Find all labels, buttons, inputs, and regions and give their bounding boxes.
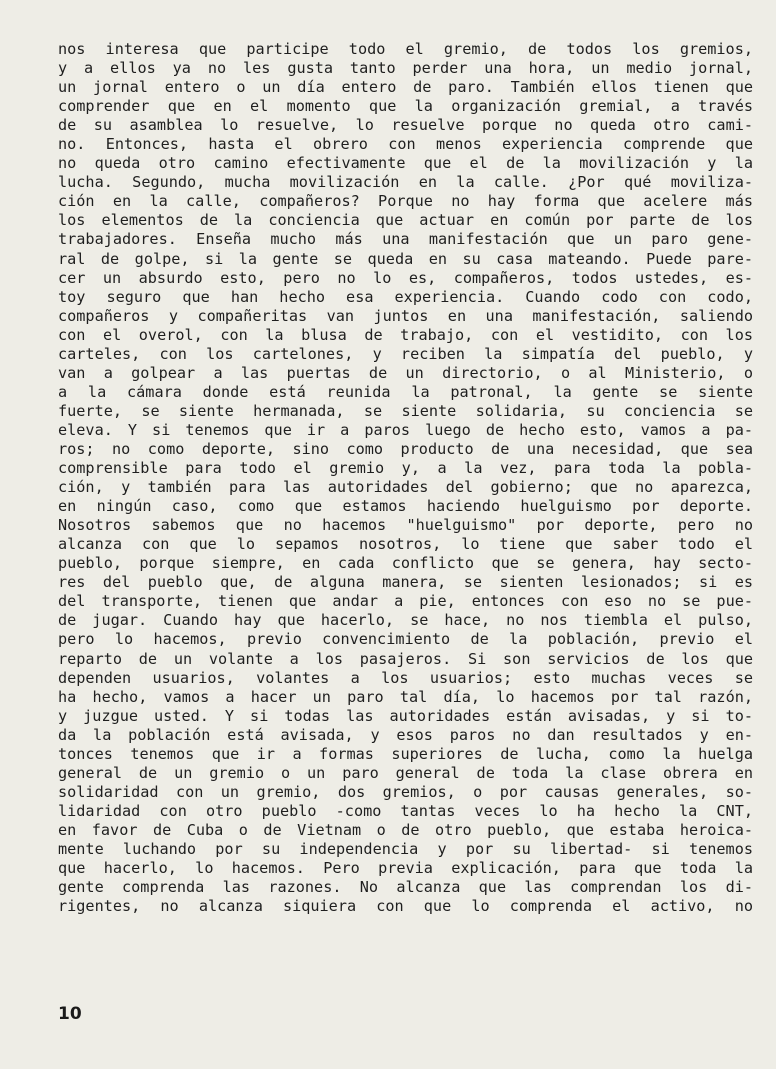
- text-line: trabajadores. Enseña mucho más una manifestación que un paro gene-: [58, 230, 753, 249]
- text-line: rigentes, no alcanza siquiera con que lo comprenda el activo, no: [58, 897, 753, 916]
- text-line: nos interesa que participe todo el gremio, de todos los gremios,: [58, 40, 753, 58]
- text-line: res del pueblo que, de alguna manera, se sienten lesionados; si es: [58, 573, 753, 592]
- text-line: mente luchando por su independencia y por su libertad- si tenemos: [58, 839, 753, 858]
- text-line: solidaridad con un gremio, dos gremios, o por causas generales, so-: [58, 782, 753, 801]
- text-line: un jornal entero o un día entero de paro. También ellos tienen que: [58, 78, 753, 97]
- text-line: lidaridad con otro pueblo -como tantas veces lo ha hecho la CNT,: [58, 801, 753, 820]
- text-line: ros; no como deporte, sino como producto de una necesidad, que sea: [58, 439, 753, 458]
- text-line: alcanza con que lo sepamos nosotros, lo tiene que saber todo el: [58, 535, 753, 554]
- text-line: cer un absurdo esto, pero no lo es, compañeros, todos ustedes, es-: [58, 268, 753, 287]
- body-text: [58, 40, 753, 916]
- text-line: los elementos de la conciencia que actuar en común por parte de los: [58, 211, 753, 230]
- text-line: van a golpear a las puertas de un directorio, o al Ministerio, o: [58, 363, 753, 382]
- text-line: ción en la calle, compañeros? Porque no hay forma que acelere más: [58, 192, 753, 211]
- text-line: no queda otro camino efectivamente que el de la movilización y la: [58, 154, 753, 173]
- text-line: carteles, con los cartelones, y reciben la simpatía del pueblo, y: [58, 344, 753, 363]
- text-line: eleva. Y si tenemos que ir a paros luego de hecho esto, vamos a pa-: [58, 420, 753, 439]
- page-number: 10: [58, 1004, 82, 1024]
- text-line: a la cámara donde está reunida la patronal, la gente se siente: [58, 382, 753, 401]
- text-line: tonces tenemos que ir a formas superiores de lucha, como la huelga: [58, 744, 753, 763]
- text-line: ción, y también para las autoridades del gobierno; que no aparezca,: [58, 478, 753, 497]
- text-line: no. Entonces, hasta el obrero con menos experiencia comprende que: [58, 135, 753, 154]
- text-line: comprender que en el momento que la organización gremial, a través: [58, 97, 753, 116]
- text-line: en favor de Cuba o de Vietnam o de otro pueblo, que estaba heroica-: [58, 820, 753, 839]
- text-line: del transporte, tienen que andar a pie, entonces con eso no se pue-: [58, 592, 753, 611]
- text-line: general de un gremio o un paro general de toda la clase obrera en: [58, 763, 753, 782]
- text-line: y a ellos ya no les gusta tanto perder una hora, un medio jornal,: [58, 59, 753, 78]
- text-line: dependen usuarios, volantes a los usuarios; esto muchas veces se: [58, 668, 753, 687]
- text-line: comprensible para todo el gremio y, a la vez, para toda la pobla-: [58, 459, 753, 478]
- text-line: toy seguro que han hecho esa experiencia. Cuando codo con codo,: [58, 287, 753, 306]
- text-line: fuerte, se siente hermanada, se siente solidaria, su conciencia se: [58, 401, 753, 420]
- text-line: compañeros y compañeritas van juntos en una manifestación, saliendo: [58, 306, 753, 325]
- text-line: gente comprenda las razones. No alcanza que las comprendan los di-: [58, 878, 753, 897]
- text-line: y juzgue usted. Y si todas las autoridades están avisadas, y si to-: [58, 706, 753, 725]
- text-line: que hacerlo, lo hacemos. Pero previa explicación, para que toda la: [58, 859, 753, 878]
- text-line: en ningún caso, como que estamos haciendo huelguismo por deporte.: [58, 497, 753, 516]
- text-line: lucha. Segundo, mucha movilización en la calle. ¿Por qué moviliza-: [58, 173, 753, 192]
- text-line: pueblo, porque siempre, en cada conflicto que se genera, hay secto-: [58, 554, 753, 573]
- text-line: ha hecho, vamos a hacer un paro tal día, lo hacemos por tal razón,: [58, 687, 753, 706]
- text-line: da la población está avisada, y esos paros no dan resultados y en-: [58, 725, 753, 744]
- text-line: reparto de un volante a los pasajeros. Si son servicios de los que: [58, 649, 753, 668]
- text-line: Nosotros sabemos que no hacemos "huelguismo" por deporte, pero no: [58, 516, 753, 535]
- text-line: pero lo hacemos, previo convencimiento de la población, previo el: [58, 630, 753, 649]
- text-line: ral de golpe, si la gente se queda en su casa mateando. Puede pare-: [58, 249, 753, 268]
- text-line: con el overol, con la blusa de trabajo, con el vestidito, con los: [58, 325, 753, 344]
- text-line: de su asamblea lo resuelve, lo resuelve porque no queda otro cami-: [58, 116, 753, 135]
- text-line: de jugar. Cuando hay que hacerlo, se hace, no nos tiembla el pulso,: [58, 611, 753, 630]
